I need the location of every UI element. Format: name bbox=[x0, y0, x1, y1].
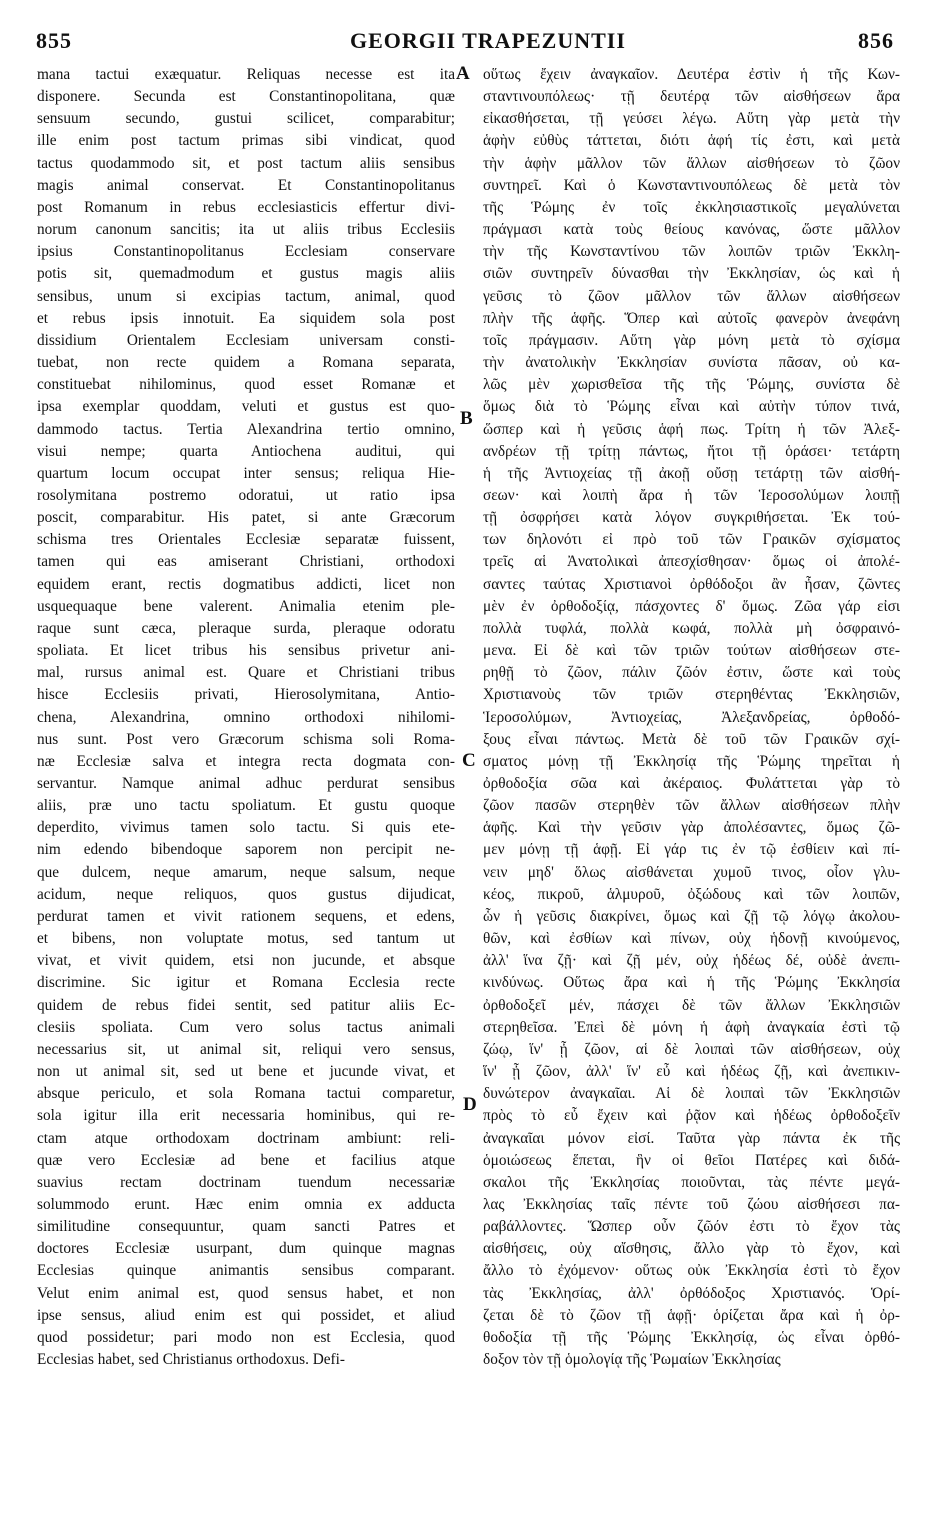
greek-text-line: οὕτως ἔχειν ἀναγκαῖον. Δευτέρα ἐστὶν ἡ τῆς Κων- bbox=[483, 66, 900, 83]
latin-text-line: suavius rectam doctrinam tuendum necessariæ bbox=[37, 1173, 455, 1191]
greek-text-line: τῆς Ῥώμης ἐν τοῖς ἐκκλησιαστικοῖς μεγαλύνεται bbox=[483, 198, 900, 216]
margin-letter-c: C bbox=[462, 750, 476, 771]
greek-text-line: λῶς μὲν χωρισθεῖσα τῆς τῆς Ῥώμης, συνίστα δὲ bbox=[483, 376, 900, 394]
latin-text-line: discrimine. Sic igitur et Romana Ecclesia recte bbox=[37, 974, 455, 992]
page-number-right: 856 bbox=[858, 28, 894, 53]
greek-text-line: πρὸς τὸ εὖ ἔχειν καὶ ῥᾷον καὶ ἡδέως ὀρθοδοξεῖν bbox=[483, 1107, 900, 1125]
greek-text-line: των δηλονότι εἰ πρὸ τοῦ τῶν Γραικῶν σχίσματος bbox=[483, 531, 900, 549]
latin-text-line: et bibens, non voluptate motus, sed tantum ut bbox=[37, 930, 455, 948]
running-title: GEORGII TRAPEZUNTII bbox=[350, 28, 626, 53]
latin-text-line: næ Ecclesiæ salva et integra recta dogmata con- bbox=[37, 752, 455, 770]
latin-text-line: mal, rursus animal est. Quare et Christiani tribus bbox=[37, 664, 455, 682]
latin-text-line: visui nempe; quarta Antiochena auditui, qui bbox=[37, 442, 455, 460]
greek-text-line: ἄλλο τὸ ἐχόμενον· οὕτως οὐκ Ἐκκλησία ἐστὶ τὸ ἔχον bbox=[483, 1262, 900, 1280]
latin-text-line: hisce Ecclesiis privati, Hierosolymitana, Antio- bbox=[37, 686, 455, 704]
latin-text-line: rosolymitana postremo odoratui, ut ratio ipsa bbox=[37, 486, 455, 504]
latin-text-line: schisma tres Orientales Ecclesiæ separatæ fuissent, bbox=[37, 531, 455, 549]
greek-text-line: σιῶν συντηρεῖν δύνασθαι τὴν Ἐκκλησίαν, ὡς καὶ ἡ bbox=[483, 265, 900, 283]
greek-text-line: τὴν ἁφὴν μᾶλλον τῶν ἄλλων αἰσθήσεων τὸ ζῶον bbox=[483, 154, 900, 172]
latin-text-line: necessarius sit, ut animal sit, reliqui vero sensus, bbox=[37, 1040, 455, 1058]
latin-text-line: nim edendo bibendoque saporem non percipit ne- bbox=[37, 841, 455, 859]
page-number-left: 855 bbox=[36, 28, 72, 53]
greek-text-line: δοξον τὸν τῇ ὁμολογίᾳ τῆς Ῥωμαίων Ἐκκλησίας bbox=[483, 1351, 781, 1369]
latin-text-line: Ecclesias quinque animantis sensibus comparant. bbox=[37, 1262, 455, 1280]
latin-text-line: quod possidetur; pari modo non est Ecclesia, quod bbox=[37, 1328, 455, 1346]
greek-text-line: ἀναγκαῖαι μόνον εἰσί. Ταῦτα γὰρ πάντα ἐκ τῆς bbox=[483, 1129, 900, 1147]
latin-text-line: vivat, et vivit quidem, etsi non jucunde, et absque bbox=[37, 952, 455, 970]
latin-text-line: Velut enim animal est, quod sensus habet, et non bbox=[37, 1284, 455, 1302]
greek-text-line: ὥσπερ καὶ ἡ γεῦσις ἁφή πως. Τρίτη ἡ τῶν Ἀλεξ- bbox=[483, 420, 900, 438]
latin-text-line: sensibus, unum si excipias tactum, animal, quod bbox=[37, 287, 455, 305]
greek-text-line: ὧν ἡ γεῦσις διακρίνει, ὅμως καὶ ζῇ τῷ λόγῳ ἀκολου- bbox=[483, 907, 900, 925]
greek-text-line: ὀρθοδοξεῖ μέν, πάσχει δὲ τῶν ἄλλων Ἐκκλησιῶν bbox=[483, 996, 900, 1014]
latin-text-line: raque sunt cæca, pleraque surda, pleraque odoratu bbox=[37, 619, 455, 637]
latin-text-line: doctores Ecclesiæ usurpant, dum quinque magnas bbox=[37, 1240, 455, 1258]
greek-text-line: μὲν ἐν ὀρθοδοξίᾳ, πάσχοντες δ' ὅμως. Ζῶα γάρ εἰσι bbox=[483, 597, 900, 615]
latin-text-line: Ecclesias habet, sed Christianus orthodoxus. Defi- bbox=[37, 1351, 345, 1369]
greek-text-line: ξους εἶναι πάντως. Μετὰ δὲ τοῦ τῶν Γραικῶν σχί- bbox=[483, 730, 900, 748]
latin-text-line: dammodo tactus. Tertia Alexandrina tertio omnino, bbox=[37, 420, 455, 438]
latin-text-line: tamen qui eas amiserant Christiani, orthodoxi bbox=[37, 553, 455, 571]
latin-text-line: poscit, comparabitur. His patet, si ante Græcorum bbox=[37, 509, 455, 527]
greek-text-line: ὁμοιώσεως ἕπεται, ἣν οἱ θεῖοι Πατέρες καὶ διδά- bbox=[483, 1151, 900, 1169]
greek-text-line: σκαλοι τῆς Ἐκκλησίας ποιοῦνται, τὰς πέντε μεγά- bbox=[483, 1173, 900, 1191]
latin-text-line: dissidium Orientalem Ecclesiam universam consti- bbox=[37, 331, 455, 349]
margin-letter-d: D bbox=[463, 1094, 477, 1115]
greek-text-line: ζώῳ, ἵν' ᾖ ζῶον, αἱ δὲ λοιπαὶ τῶν αἰσθήσεων, οὐχ bbox=[483, 1040, 900, 1058]
latin-text-line: norum canonum sancitis; ita ut aliis tribus Ecclesiis bbox=[37, 221, 455, 239]
greek-text-line: ἁφῆς. Καὶ τὴν γεῦσιν γὰρ ἀπολέσαντες, ὅμως ζῶ- bbox=[483, 819, 900, 837]
greek-text-line: νειν μηδ' ὅλως αἰσθάνεται χυμοῦ τινος, οἷον γλυ- bbox=[483, 863, 900, 881]
greek-text-line: ρηθῇ τὸ ζῶον, πάλιν ζῶόν ἐστιν, ὥστε καὶ τοὺς bbox=[483, 664, 900, 682]
latin-text-line: magis animal conservat. Et Constantinopolitanus bbox=[37, 176, 455, 194]
greek-text-line: τὴν ἀνατολικὴν Ἐκκλησίαν συνίστα πᾶσαν, οὐ κα- bbox=[483, 354, 900, 372]
greek-text-line: λας Ἐκκλησίας ταῖς πέντε τοῦ ζώου αἰσθήσεσι πα- bbox=[483, 1195, 900, 1213]
latin-text-line: spoliata. Et licet tribus his sensibus privetur ani- bbox=[37, 642, 455, 660]
greek-text-line: σματος μόνῃ τῇ Ἐκκλησίᾳ τῆς Ῥώμης τηρεῖται ἡ bbox=[483, 752, 900, 770]
margin-letter-a: A bbox=[456, 63, 470, 84]
latin-text-line: post Romanum in rebus ecclesiasticis effertur divi- bbox=[37, 198, 455, 216]
greek-text-line: Ἱεροσολύμων, Ἀντιοχείας, Ἀλεξανδρείας, ὀρθοδό- bbox=[483, 708, 900, 726]
greek-text-line: σαντες ταύτας Χριστιανοὶ ὀρθόδοξοι ἂν ἦσαν, ζῶντες bbox=[483, 575, 900, 593]
greek-text-line: ἀλλ' ἵνα ζῇ· καὶ ζῇ μέν, οὐχ ἡδέως δέ, οὐδὲ ἀνεπι- bbox=[483, 952, 900, 970]
latin-text-line: mana tactui exæquatur. Reliquas necesse est ita bbox=[37, 66, 455, 83]
greek-text-line: τρεῖς αἱ Ἀνατολικαὶ ἀπεσχίσθησαν· ὅμως οἱ ἀπολέ- bbox=[483, 553, 900, 571]
latin-text-line: sola igitur illa erit necessaria hominibus, qui re- bbox=[37, 1107, 455, 1125]
page-header bbox=[30, 28, 900, 58]
latin-text-line: ipsius Constantinopolitanus Ecclesiam conservare bbox=[37, 243, 455, 261]
greek-text-line: αἰσθήσεις, οὐχ αἴσθησις, ἄλλο γὰρ τὸ ἔχον, καὶ bbox=[483, 1240, 900, 1258]
latin-text-line: constituebat nihilominus, quod esset Romanæ et bbox=[37, 376, 455, 394]
greek-text-line: στερηθεῖσα. Ἐπεὶ δὲ μόνη ἡ ἁφὴ ἀναγκαία ἐστὶ τῷ bbox=[483, 1018, 900, 1036]
greek-text-line: μεν μόνῃ τῇ ἁφῇ. Εἰ γάρ τις ἐν τῷ ἐσθίειν καὶ πί- bbox=[483, 841, 900, 859]
greek-text-line: Χριστιανοὺς τῶν τριῶν στερηθέντας Ἐκκλησιῶν, bbox=[483, 686, 900, 704]
latin-text-line: solummodo erunt. Hæc enim omnia ex adducta bbox=[37, 1195, 455, 1213]
greek-text-line: τὴν τῆς Κωνσταντίνου τῶν λοιπῶν τριῶν Ἐκκλη- bbox=[483, 243, 900, 261]
latin-text-line: ipsa exemplar quoddam, veluti et gustus est quo- bbox=[37, 398, 455, 416]
greek-text-line: κινδύνως. Οὕτως ἄρα καὶ ἡ τῆς Ῥώμης Ἐκκλησία bbox=[483, 974, 900, 992]
latin-text-line: aliis, præ uno tactu spoliatum. Et gustu quoque bbox=[37, 797, 455, 815]
greek-text-line: πράγμασι κατὰ τοὺς θείους κανόνας, ὥστε μᾶλλον bbox=[483, 221, 900, 239]
greek-text-line: ραβάλλοντες. Ὥσπερ οὖν ζῶόν ἐστι τὸ ἔχον τὰς bbox=[483, 1218, 900, 1236]
greek-text-line: ανδρέων τῇ τρίτῃ πάντως, ἤτοι τῇ ὁράσει· τετάρτη bbox=[483, 442, 900, 460]
latin-text-line: absque periculo, et sola Romana tactui comparetur, bbox=[37, 1085, 455, 1103]
greek-text-line: ἁφὴν εὐθὺς τάττεται, διότι ἁφή τίς ἐστι, καὶ μετὰ bbox=[483, 132, 900, 150]
greek-text-line: πολλὰ τυφλά, πολλὰ κωφά, πολλὰ μὴ ὀσφραινό- bbox=[483, 619, 900, 637]
latin-text-line: quidem de rebus fidei sentit, sed patitur aliis Ec- bbox=[37, 996, 455, 1014]
latin-text-line: disponere. Secunda est Constantinopolitana, quæ bbox=[37, 88, 455, 106]
latin-text-line: ille enim post tactum primas sibi vindicat, quod bbox=[37, 132, 455, 150]
latin-text-line: equidem erant, rectis dogmatibus addicti, licet non bbox=[37, 575, 455, 593]
greek-text-line: πλὴν τῆς ἁφῆς. Ὅπερ καὶ αὐτοῖς φανερὸν ἀνεφάνη bbox=[483, 309, 900, 327]
greek-text-line: δυνώτερον ἀναγκαῖαι. Αἱ δὲ λοιπαὶ τῶν Ἐκκλησιῶν bbox=[483, 1085, 900, 1103]
latin-text-line: ipse sensus, aliud enim est qui possidet, et aliud bbox=[37, 1306, 455, 1324]
latin-text-line: et rebus ipsis innotuit. Ea siquidem sola post bbox=[37, 309, 455, 327]
greek-text-line: ὅμως διὰ τὸ Ῥώμης εἶναι καὶ αὐτὴν τύπον τινά, bbox=[483, 398, 900, 416]
greek-text-line: τὰς Ἐκκλησίας, ἀλλ' ὀρθόδοξος Χριστιανός. Ὁρί- bbox=[483, 1284, 900, 1302]
latin-text-line: quæ vero Ecclesiæ ad bene et facilius atque bbox=[37, 1151, 455, 1169]
greek-text-line: ζῶον πασῶν στερηθὲν τῶν ἄλλων αἰσθήσεων πλὴν bbox=[483, 797, 900, 815]
latin-text-line: servantur. Namque animal adhuc perdurat sensibus bbox=[37, 775, 455, 792]
latin-text-line: potis sit, quemadmodum et gustus magis aliis bbox=[37, 265, 455, 283]
latin-text-line: ctam atque orthodoxam doctrinam ambiunt: reli- bbox=[37, 1129, 455, 1147]
greek-text-line: σταντινουπόλεως· τῇ δευτέρᾳ τῶν αἰσθήσεων ἄρα bbox=[483, 88, 900, 106]
latin-text-line: non ut animal sit, sed ut bene et jucunde vivat, et bbox=[37, 1063, 455, 1081]
latin-text-line: sensuum secundo, gustui scilicet, comparabitur; bbox=[37, 110, 455, 128]
greek-text-line: θοδοξία τῇ τῆς Ῥώμης Ἐκκλησίᾳ, ὡς εἶναι ὀρθό- bbox=[483, 1328, 900, 1346]
greek-text-line: γεῦσις τὸ ζῶον μᾶλλον τῶν ἄλλων αἰσθήσεων bbox=[483, 287, 900, 305]
latin-text-line: deperdito, vivimus tamen solo tactu. Si quis ete- bbox=[37, 819, 455, 837]
greek-text-line: εἰκασθήσεται, τῇ γεύσει λέγω. Αὕτη γὰρ μετὰ τὴν bbox=[483, 110, 900, 128]
greek-text-line: τοῖς πράγμασιν. Αὕτη γὰρ μόνη μετὰ τὸ σχίσμα bbox=[483, 331, 900, 349]
latin-text-line: acidum, neque reliquos, quos gustus dijudicat, bbox=[37, 885, 455, 903]
latin-text-line: chena, Alexandrina, omnino orthodoxi nihilomi- bbox=[37, 708, 455, 726]
greek-text-line: θῶν, καὶ ἐσθίων καὶ πίνων, οὐχ ἡδονῇ κινούμενος, bbox=[483, 930, 900, 948]
greek-text-line: ἵν' ᾖ ζῶον, ἀλλ' ἵν' εὖ καὶ ἡδέως ζῇ, καὶ ἀνεπικιν- bbox=[483, 1063, 900, 1081]
greek-text-line: σεων· καὶ λοιπὴ ἄρα ἡ τῶν Ἱεροσολύμων λοιπῇ bbox=[483, 486, 900, 504]
greek-text-line: ζεται δὲ τὸ ζῶον τῇ ἁφῇ· ὁρίζεται ἄρα καὶ ἡ ὀρ- bbox=[483, 1306, 900, 1324]
latin-text-line: perdurat tamen et vivit rationem sequens, et edens, bbox=[37, 907, 455, 925]
latin-text-line: similitudine consequuntur, quam sancti Patres et bbox=[37, 1218, 455, 1236]
latin-text-line: usquequaque bene valerent. Animalia etenim ple- bbox=[37, 597, 455, 615]
greek-text-line: ὀρθοδοξία σῶα καὶ ἀκέραιος. Φυλάττεται γὰρ τὸ bbox=[483, 775, 900, 792]
latin-text-line: clesiis spoliata. Cum vero solus tactus animali bbox=[37, 1018, 455, 1036]
latin-text-line: tuebat, non recte quidem a Romana separata, bbox=[37, 354, 455, 372]
margin-letter-b: B bbox=[460, 408, 473, 429]
latin-text-line: quartum locum occupat inter sensus; reliqua Hie- bbox=[37, 464, 455, 482]
latin-text-line: tactus quodammodo sit, et post tactum aliis sensibus bbox=[37, 154, 455, 172]
greek-text-line: μενα. Εἰ δὲ καὶ τῶν τριῶν τούτων αἰσθήσεων στε- bbox=[483, 642, 900, 660]
greek-text-line: ἡ τῆς Ἀντιοχείας τῇ ἀκοῇ οὔσῃ τετάρτῃ τῶν αἰσθή- bbox=[483, 464, 900, 482]
latin-column bbox=[37, 64, 455, 1371]
greek-column bbox=[483, 64, 900, 1371]
latin-text-line: nus sunt. Post vero Græcorum schisma soli Roma- bbox=[37, 730, 455, 748]
greek-text-line: τῇ ὀσφρήσει κατὰ λόγον συγκριθήσεται. Ἐκ τού- bbox=[483, 509, 900, 527]
greek-text-line: κέος, πικροῦ, ἁλμυροῦ, ὀξώδους καὶ τῶν λοιπῶν, bbox=[483, 885, 900, 903]
latin-text-line: que dulcem, neque amarum, neque salsum, neque bbox=[37, 863, 455, 881]
greek-text-line: συντηρεῖ. Καὶ ὁ Κωνσταντινουπόλεως δὲ μετὰ τὸν bbox=[483, 176, 900, 194]
